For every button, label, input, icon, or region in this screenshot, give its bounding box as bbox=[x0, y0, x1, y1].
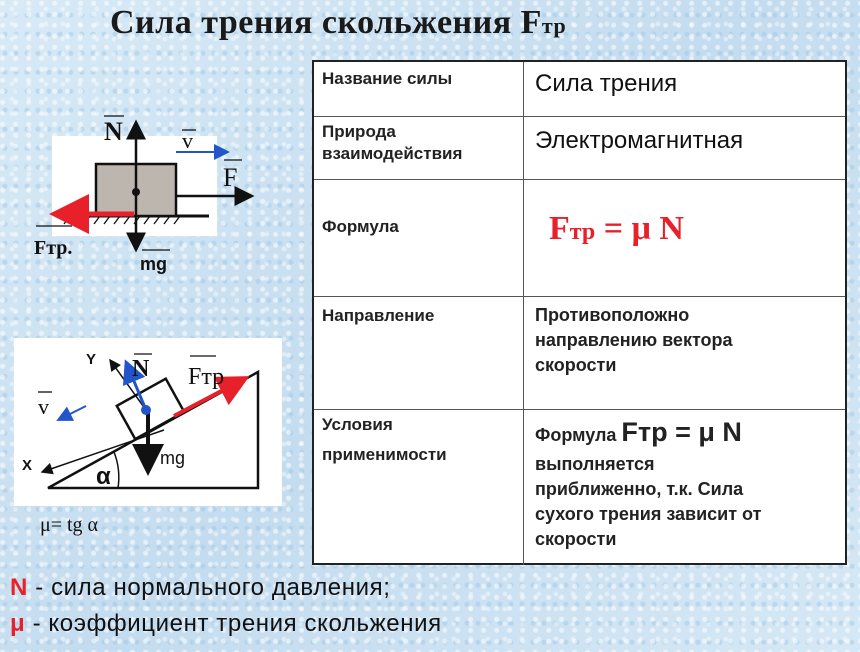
label-v: v bbox=[182, 128, 193, 153]
label-v: v bbox=[38, 394, 49, 419]
row-label-line1: Природа bbox=[322, 122, 396, 141]
row-label-line1: Условия bbox=[322, 415, 393, 434]
incline-block-diagram bbox=[14, 338, 284, 508]
formula-prefix: Формула bbox=[535, 425, 622, 445]
label-x: X bbox=[22, 457, 33, 474]
mu-equation: μ= tg α bbox=[40, 514, 99, 536]
label-ftr: Fтр bbox=[188, 364, 225, 390]
table-row-applicability bbox=[314, 410, 845, 565]
formula-f: F bbox=[549, 210, 570, 247]
label-mg: mg bbox=[160, 448, 186, 468]
center-point bbox=[132, 188, 140, 196]
label-n: N bbox=[104, 117, 123, 146]
properties-table bbox=[312, 60, 847, 565]
legend-friction-coefficient bbox=[10, 610, 442, 638]
row-value-line5: скорости bbox=[535, 529, 617, 549]
label-alpha: α bbox=[96, 463, 111, 490]
label-y: Y bbox=[86, 351, 97, 368]
row-value-line2: выполняется bbox=[535, 454, 655, 474]
formula-sub: тр bbox=[569, 219, 596, 245]
row-label-line2: взаимодействия bbox=[322, 144, 463, 163]
legend-symbol: N bbox=[10, 574, 28, 601]
horizontal-block-diagram bbox=[24, 108, 264, 278]
center-point bbox=[141, 405, 151, 415]
label-n: N bbox=[132, 356, 150, 382]
row-label: Формула bbox=[322, 217, 399, 236]
title-main: Сила трения скольжения F bbox=[110, 4, 542, 41]
page-title bbox=[110, 4, 730, 42]
table-row-name bbox=[314, 62, 845, 117]
row-value: Сила трения bbox=[535, 70, 678, 97]
row-value-line1: Противоположно bbox=[535, 305, 690, 325]
row-value-line2: направлению вектора bbox=[535, 330, 733, 350]
legend-text: - коэффициент трения скольжения bbox=[25, 610, 442, 637]
formula-inline: Fтр = μ N bbox=[621, 417, 742, 447]
row-value-line3: приближенно, т.к. Сила bbox=[535, 479, 744, 499]
label-ftr: Fтр. bbox=[34, 237, 73, 259]
friction-formula bbox=[549, 210, 684, 248]
legend-normal-force bbox=[10, 574, 390, 602]
row-value-line1 bbox=[535, 417, 742, 448]
legend-symbol: μ bbox=[10, 610, 26, 637]
table-row-nature bbox=[314, 117, 845, 180]
legend-text: - сила нормального давления; bbox=[27, 574, 391, 601]
row-value-line3: скорости bbox=[535, 355, 617, 375]
row-value: Электромагнитная bbox=[535, 127, 744, 154]
label-f: F bbox=[223, 163, 238, 192]
formula-rest: = μ N bbox=[595, 210, 684, 247]
row-label: Направление bbox=[322, 306, 435, 325]
table-row-formula bbox=[314, 180, 845, 297]
label-mg: mg bbox=[140, 254, 167, 274]
row-label: Название силы bbox=[322, 69, 453, 88]
row-value-line4: сухого трения зависит от bbox=[535, 504, 762, 524]
title-subscript: тр bbox=[541, 13, 567, 38]
row-label-line2: применимости bbox=[322, 445, 447, 464]
table-row-direction bbox=[314, 297, 845, 410]
